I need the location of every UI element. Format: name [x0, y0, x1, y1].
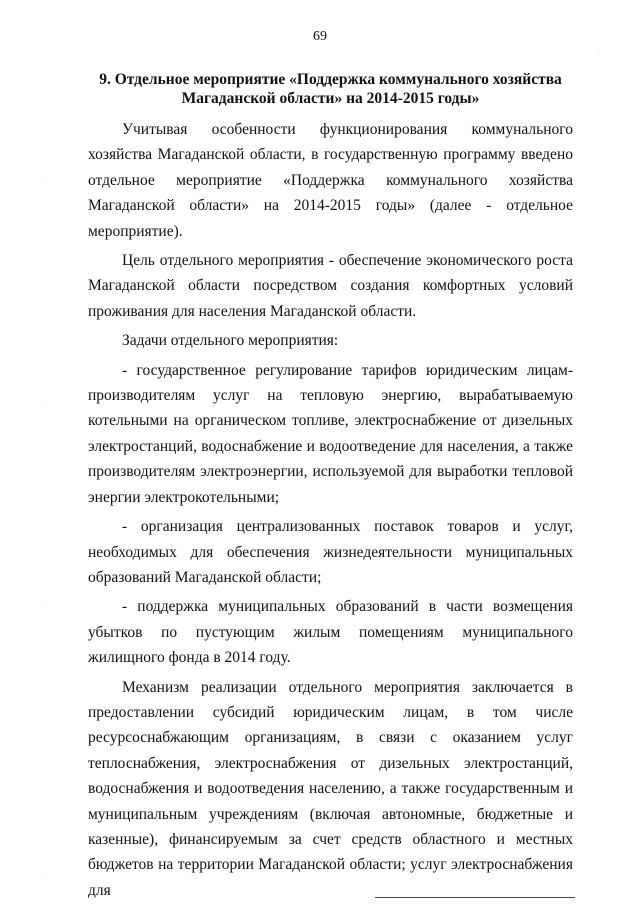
margin-dot: ·: [46, 181, 48, 187]
margin-dot: ·: [46, 870, 48, 876]
paragraph-intro: Учитывая особенности функционирования коммунального хозяйства Магаданской области, в государственную программу введено отдельное мероприятие «Поддержка коммунального хозяйства Магаданской области» на 2014-2015 годы» (далее - отдельное мероприятие).: [88, 121, 573, 240]
paragraph-tasks-heading: Задачи отдельного мероприятия:: [122, 332, 339, 350]
page-bottom-rule: [375, 897, 575, 898]
margin-dot: ·: [598, 50, 600, 56]
paragraph-task-1: - государственное регулирование тарифов юридическим лицам-производителям услуг на тепловую энергию, вырабатываемую котельными на органическом топливе, электроснабжение от дизельных электростанций, водоснабжение и водоотведение для населения, а также производителям электроэнергии, используемой для выработки тепловой энергии электрокотельными;: [88, 361, 573, 506]
margin-dot: ·: [46, 404, 48, 410]
body-text: [88, 117, 573, 903]
paragraph-task-2: - организация централизованных поставок товаров и услуг, необходимых для обеспечения жизнедеятельности муниципальных образований Магаданской области;: [88, 518, 573, 586]
paragraph-task-3: - поддержка муниципальных образований в части возмещения убытков по пустующим жилым помещениям муниципального жилищного фонда в 2014 году.: [88, 598, 573, 667]
section-heading-line-2: Магаданской области» на 2014-2015 годы»: [181, 90, 480, 107]
paragraph-mechanism: Механизм реализации отдельного мероприятия заключается в предоставлении субсидий юридическим лицам, в том числе ресурсоснабжающим организациям, в связи с оказанием услуг теплоснабжения, электроснабжения от дизельных электростанций, водоснабжения и водоотведения населению, а также государственным и муниципальным учреждениям (включая автономные, бюджетные и казенные), финансируемым за счет средств областного и местных бюджетов на территории Магаданской области; услуг электроснабжения для: [88, 678, 573, 899]
page-number: 69: [313, 29, 327, 44]
paragraph-goal: Цель отдельного мероприятия - обеспечение экономического роста Магаданской области посредством создания комфортных условий проживания для населения Магаданской области.: [88, 252, 573, 320]
section-heading-line-1: 9. Отдельное мероприятие «Поддержка коммунального хозяйства: [99, 71, 562, 88]
margin-dot: ·: [44, 602, 46, 608]
section-heading: [88, 70, 573, 108]
